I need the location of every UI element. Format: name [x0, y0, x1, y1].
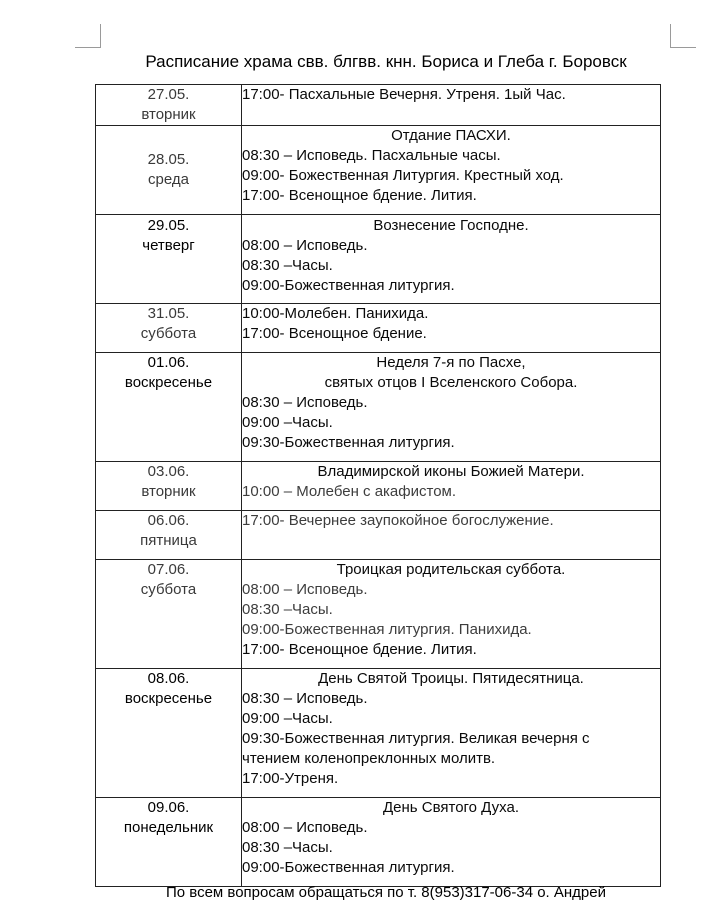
service-line: 09:00- Божественная Литургия. Крестный ход. [242, 167, 564, 184]
service-line: 09:00 –Часы. [242, 710, 333, 727]
date-cell [96, 304, 242, 353]
services-cell [242, 85, 661, 126]
date-label: 08.06. [147, 670, 190, 687]
weekday-label: суббота [140, 325, 197, 342]
services-cell [242, 560, 661, 669]
weekday-label: вторник [141, 106, 196, 123]
services-cell [242, 798, 661, 887]
schedule-table [95, 84, 661, 887]
date-cell [96, 511, 242, 560]
services-cell [242, 304, 661, 353]
date-label: 31.05. [147, 305, 190, 322]
service-line: 08:00 – Исповедь. [242, 819, 368, 836]
weekday-label: вторник [141, 483, 196, 500]
date-cell [96, 215, 242, 304]
table-row [96, 669, 661, 798]
feast-title: День Святого Духа. [382, 799, 520, 816]
service-line: 17:00- Пасхальные Вечерня. Утреня. 1ый Час. [242, 86, 566, 103]
table-row [96, 304, 661, 353]
date-cell [96, 85, 242, 126]
service-line: 09:30-Божественная литургия. [242, 434, 455, 451]
service-line: чтением коленопреклонных молитв. [242, 750, 496, 767]
date-cell [96, 560, 242, 669]
date-cell [96, 126, 242, 215]
date-cell [96, 353, 242, 462]
date-label: 07.06. [147, 561, 190, 578]
service-line: 09:00-Божественная литургия. [242, 859, 455, 876]
service-line: 08:30 – Исповедь. Пасхальные часы. [242, 147, 501, 164]
date-label: 27.05. [147, 86, 190, 103]
date-label: 06.06. [147, 512, 190, 529]
date-label: 09.06. [147, 799, 190, 816]
service-line: 08:30 –Часы. [242, 601, 333, 618]
service-line: 08:30 – Исповедь. [242, 690, 368, 707]
date-label: 01.06. [147, 354, 190, 371]
weekday-label: понедельник [123, 819, 214, 836]
table-row [96, 798, 661, 887]
date-label: 03.06. [147, 463, 190, 480]
table-row [96, 215, 661, 304]
service-line: 17:00- Всенощное бдение. Лития. [242, 187, 477, 204]
services-cell [242, 215, 661, 304]
table-row [96, 126, 661, 215]
service-line: 17:00- Всенощное бдение. [242, 325, 427, 342]
feast-title: День Святой Троицы. Пятидесятница. [318, 670, 584, 687]
service-line: 08:00 – Исповедь. [242, 581, 368, 598]
date-cell [96, 798, 242, 887]
date-label: 28.05. [147, 151, 190, 168]
feast-subtitle: святых отцов I Вселенского Собора. [324, 374, 578, 391]
date-cell [96, 669, 242, 798]
service-line: 09:00 –Часы. [242, 414, 333, 431]
weekday-label: пятница [140, 532, 197, 549]
date-cell [96, 462, 242, 511]
contact-footer: По всем вопросам обращаться по т. 8(953)317-06-34 о. Андрей [165, 884, 606, 901]
services-cell [242, 353, 661, 462]
feast-title: Неделя 7-я по Пасхе, [376, 354, 526, 371]
services-cell [242, 462, 661, 511]
service-line: 10:00 – Молебен с акафистом. [242, 483, 457, 500]
service-line: 17:00- Вечернее заупокойное богослужение. [242, 512, 554, 529]
weekday-label: суббота [140, 581, 197, 598]
document-title: Расписание храма свв. блгвв. кнн. Бориса и Глеба г. Боровск [145, 52, 627, 71]
service-line: 09:30-Божественная литургия. Великая вечерня с [242, 730, 590, 747]
feast-title: Троицкая родительская суббота. [336, 561, 566, 578]
service-line: 10:00-Молебен. Панихида. [242, 305, 429, 322]
feast-title: Вознесение Господне. [373, 217, 529, 234]
service-line: 08:30 –Часы. [242, 257, 333, 274]
table-row [96, 85, 661, 126]
crop-mark-top-left [75, 24, 101, 48]
service-line: 08:30 –Часы. [242, 839, 333, 856]
service-line: 08:00 – Исповедь. [242, 237, 368, 254]
services-cell [242, 126, 661, 215]
service-line: 09:00-Божественная литургия. [242, 277, 455, 294]
weekday-label: воскресенье [124, 374, 213, 391]
feast-title: Отдание ПАСХИ. [391, 127, 511, 144]
table-row [96, 462, 661, 511]
service-line: 17:00-Утреня. [242, 770, 339, 787]
services-cell [242, 511, 661, 560]
table-row [96, 560, 661, 669]
weekday-label: среда [148, 171, 189, 188]
service-line: 09:00-Божественная литургия. Панихида. [242, 621, 532, 638]
service-line: 08:30 – Исповедь. [242, 394, 368, 411]
table-row [96, 353, 661, 462]
date-label: 29.05. [147, 217, 190, 234]
weekday-label: воскресенье [124, 690, 213, 707]
feast-title: Владимирской иконы Божией Матери. [317, 463, 585, 480]
weekday-label: четверг [142, 237, 195, 254]
crop-mark-top-right [670, 24, 696, 48]
service-line: 17:00- Всенощное бдение. Лития. [242, 641, 477, 658]
table-row [96, 511, 661, 560]
services-cell [242, 669, 661, 798]
